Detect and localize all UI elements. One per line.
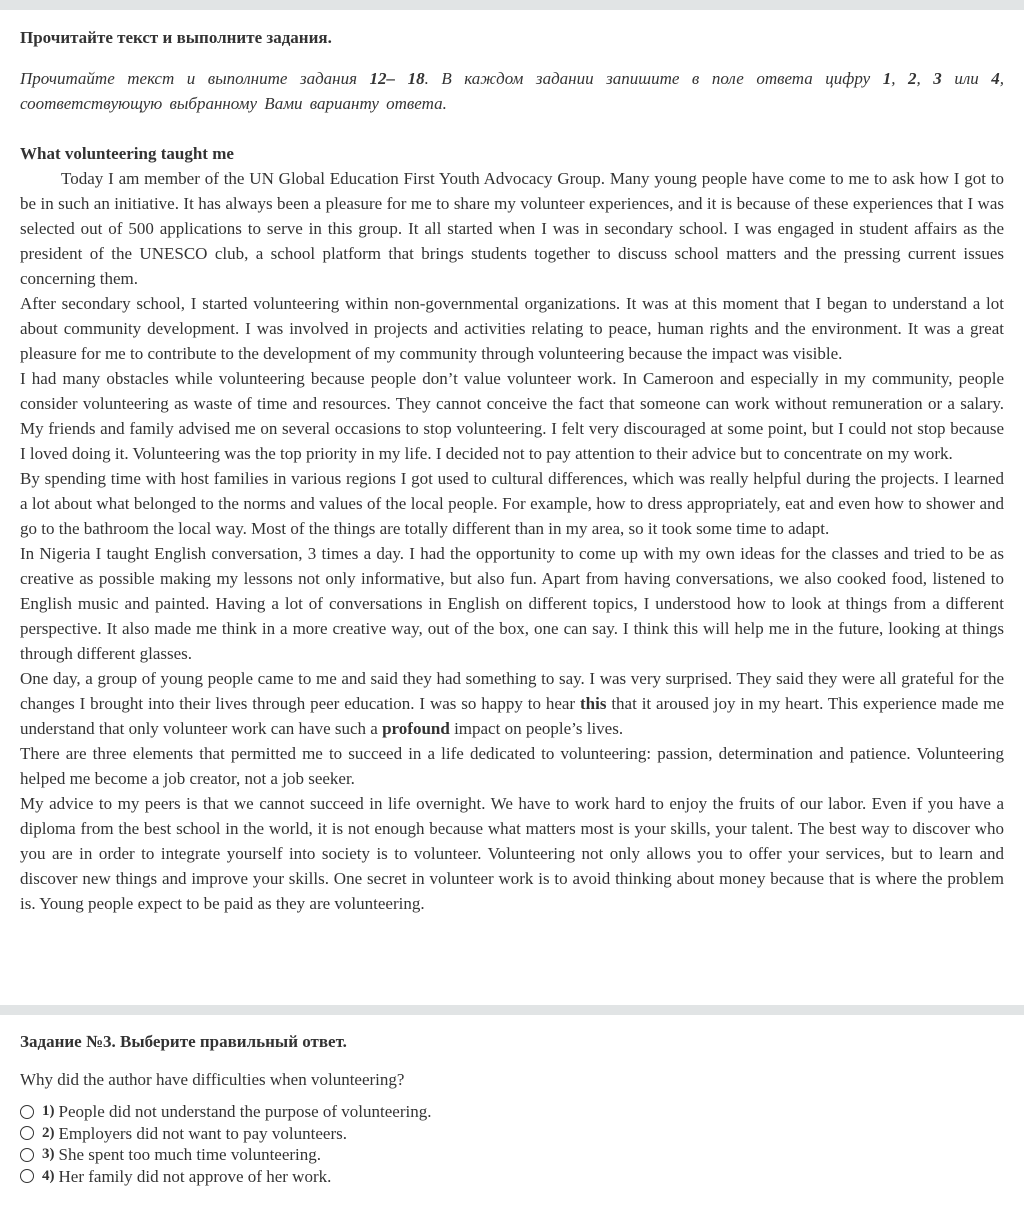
article-paragraph: One day, a group of young people came to me and said they had something to say. I was very surprised. They said they were all grateful for the changes I brought into their lives through peer education. I was so happy to hear this that it aroused joy in my heart. This experience made me understand that only volunteer work can have such a profound impact on people’s lives. xyxy=(20,669,1004,738)
option-text: Employers did not want to pay volunteers. xyxy=(58,1123,347,1143)
answer-option-4[interactable] xyxy=(20,1166,1004,1188)
instructions-text: Прочитайте текст и выполните задания 12– 18. В каждом задании запишите в поле ответа цифру 1, 2, 3 или 4, соответствующую выбранному Вами варианту ответа. xyxy=(20,69,1005,113)
answer-option-3[interactable] xyxy=(20,1144,1004,1166)
option-text: Her family did not approve of her work. xyxy=(58,1166,332,1186)
option-text: She spent too much time volunteering. xyxy=(58,1145,322,1164)
option-number: 4) xyxy=(42,1167,55,1184)
answer-option-2[interactable] xyxy=(20,1123,1004,1145)
article-paragraph: Today I am member of the UN Global Education First Youth Advocacy Group. Many young people have come to me to ask how I got to be in such an initiative. It has always been a pleasure for me to share my volunteer experiences, and it is because of these experiences that I was selected out of 500 applications to serve in this group. It all started when I was in secondary school. I was engaged in student affairs as the president of the UNESCO club, a school platform that brings students together to discuss school matters and the pressing current issues concerning them. xyxy=(20,169,1004,288)
article-paragraph: I had many obstacles while volunteering because people don’t value volunteer work. In Cameroon and especially in my community, people consider volunteering as waste of time and resources. They cannot conceive the fact that someone can work without remuneration or a salary. My friends and family advised me on several occasions to stop volunteering. I felt very discouraged at some point, but I could not stop because I loved doing it. Volunteering was the top priority in my life. I decided not to pay attention to their advice but to concentrate on my work. xyxy=(20,369,1004,463)
question-text: Why did the author have difficulties when volunteering? xyxy=(20,1070,405,1089)
radio-button[interactable] xyxy=(20,1148,34,1162)
article xyxy=(20,141,1004,916)
option-number: 2) xyxy=(42,1124,55,1141)
radio-button[interactable] xyxy=(20,1105,34,1119)
radio-button[interactable] xyxy=(20,1126,34,1140)
section-separator-bar xyxy=(0,1005,1024,1015)
article-paragraph: In Nigeria I taught English conversation, 3 times a day. I had the opportunity to come up with my own ideas for the classes and tried to be as creative as possible making my lessons not only informative, but also fun. Apart from having conversations, we also cooked food, listened to English music and painted. Having a lot of conversations in English on different topics, I understood how to look at things from a different perspective. It also made me think in a more creative way, out of the box, one can say. I think this will help me in the future, looking at things through different glasses. xyxy=(20,544,1004,663)
article-paragraph: By spending time with host families in various regions I got used to cultural differences, which was really helpful during the projects. I learned a lot about what belonged to the norms and values of the local people. For example, how to dress appropriately, eat and even how to shower and go to the bathroom the local way. Most of the things are totally different than in my area, so it took some time to adapt. xyxy=(20,469,1004,538)
answer-option-1[interactable] xyxy=(20,1101,1004,1123)
highlight-profound: profound xyxy=(382,719,450,738)
option-number: 1) xyxy=(42,1103,55,1119)
article-paragraph: There are three elements that permitted me to succeed in a life dedicated to volunteering: passion, determination and patience. Volunteering helped me become a job creator, not a job seeker. xyxy=(20,744,1004,788)
highlight-this: this xyxy=(579,694,607,713)
radio-button[interactable] xyxy=(20,1169,34,1183)
answer-options xyxy=(20,1101,1004,1187)
option-number: 3) xyxy=(42,1146,55,1162)
article-paragraph: My advice to my peers is that we cannot succeed in life overnight. We have to work hard to enjoy the fruits of our labor. Even if you have a diploma from the best school in the world, it is not enough because what matters most is your skills, your talent. The best way to discover who you are in order to integrate yourself into society is to volunteer. Volunteering not only allows you to offer your services, but to learn and discover new things and improve your skills. One secret in volunteer work is to avoid thinking about money because that is where the problem is. Young people expect to be paid as they are volunteering. xyxy=(20,794,1004,913)
option-text: People did not understand the purpose of volunteering. xyxy=(58,1102,432,1121)
article-paragraph: After secondary school, I started volunteering within non-governmental organizations. It was at this moment that I began to understand a lot about community development. I was involved in projects and activities relating to peace, human rights and the environment. It was a great pleasure for me to contribute to the development of my community through volunteering because the impact was visible. xyxy=(20,294,1004,363)
instructions-title: Прочитайте текст и выполните задания. xyxy=(20,28,332,47)
top-separator-bar xyxy=(0,0,1024,10)
article-title: What volunteering taught me xyxy=(20,144,234,163)
task-title: Задание №3. Выберите правильный ответ. xyxy=(20,1032,347,1051)
